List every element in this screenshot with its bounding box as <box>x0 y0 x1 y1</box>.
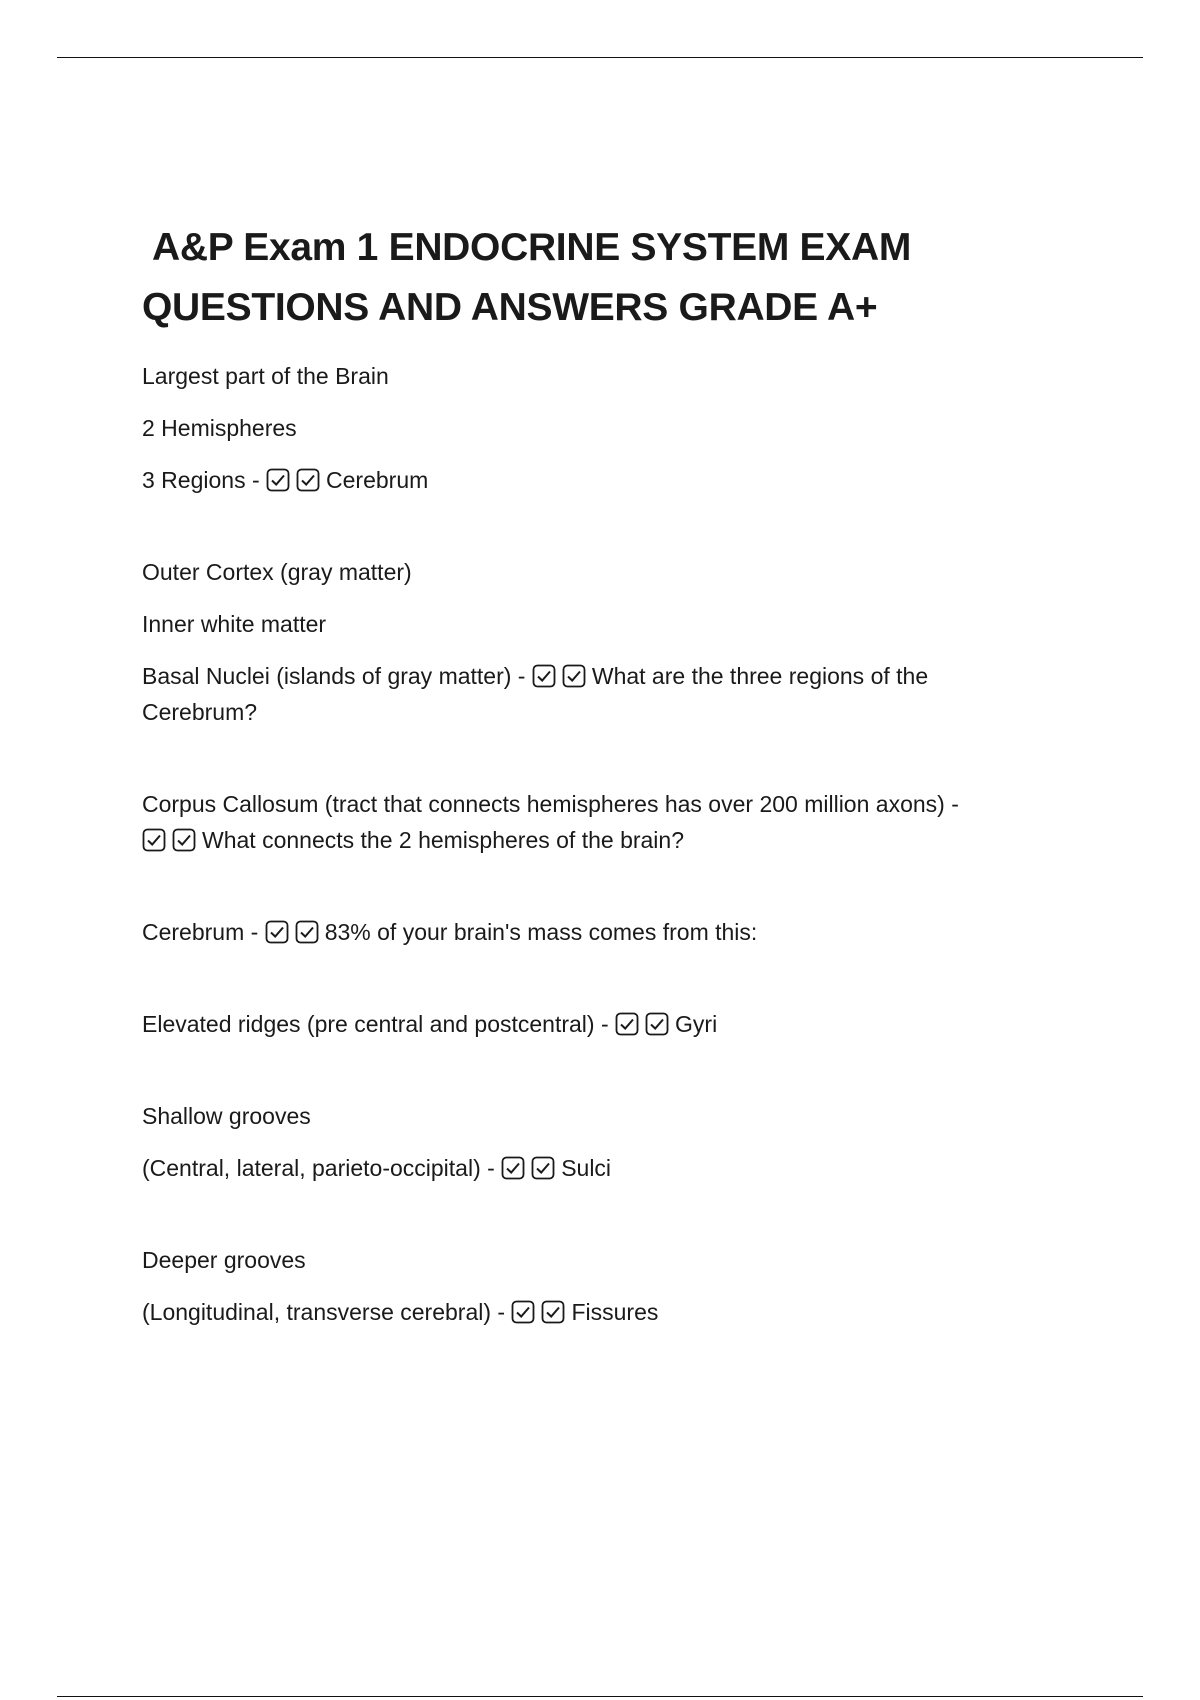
title-line-2: QUESTIONS AND ANSWERS GRADE A+ <box>142 286 878 329</box>
qa-line <box>142 786 1062 858</box>
checked-box-icon <box>615 1012 639 1036</box>
question-text: (Longitudinal, transverse cerebral) - <box>142 1299 512 1325</box>
answer-text: Cerebrum <box>326 467 429 493</box>
question-line: Outer Cortex (gray matter) <box>142 559 412 585</box>
answer-text: Sulci <box>561 1155 612 1181</box>
answer-text: Gyri <box>675 1011 718 1037</box>
document-title <box>142 218 1062 338</box>
checked-box-icon <box>265 920 289 944</box>
checked-box-icon <box>541 1300 565 1324</box>
question-line: Largest part of the Brain <box>142 363 389 389</box>
checked-box-icon <box>142 828 166 852</box>
qa-line <box>142 1294 1062 1330</box>
qa-line <box>142 914 1062 950</box>
qa-line <box>142 1006 1062 1042</box>
question-text: Corpus Callosum (tract that connects hemispheres has over 200 million axons) - <box>142 791 959 817</box>
question-text: 3 Regions - <box>142 467 267 493</box>
question-text: Basal Nuclei (islands of gray matter) - <box>142 663 532 689</box>
checked-box-icon <box>531 1156 555 1180</box>
checked-box-icon <box>562 664 586 688</box>
answer-text: What are the three regions of the <box>591 663 929 689</box>
qa-line <box>142 658 1062 730</box>
document-body <box>142 218 1062 1330</box>
checked-box-icon <box>511 1300 535 1324</box>
answer-text: What connects the 2 hemispheres of the brain? <box>202 827 685 853</box>
answer-text: Fissures <box>571 1299 659 1325</box>
bottom-rule <box>57 1696 1143 1697</box>
question-text: Elevated ridges (pre central and postcentral) - <box>142 1011 616 1037</box>
qa-line <box>142 462 1062 498</box>
checked-box-icon <box>295 920 319 944</box>
question-line: 2 Hemispheres <box>142 415 297 441</box>
question-line: Inner white matter <box>142 611 327 637</box>
top-rule <box>57 57 1143 58</box>
checked-box-icon <box>532 664 556 688</box>
question-line: Shallow grooves <box>142 1103 311 1129</box>
question-line: Deeper grooves <box>142 1247 306 1273</box>
qa-line <box>142 1150 1062 1186</box>
checked-box-icon <box>172 828 196 852</box>
question-text: Cerebrum - <box>142 919 265 945</box>
answer-text: 83% of your brain's mass comes from this: <box>324 919 758 945</box>
answer-text-continued: Cerebrum? <box>142 699 258 725</box>
checked-box-icon <box>501 1156 525 1180</box>
question-text: (Central, lateral, parieto-occipital) - <box>142 1155 502 1181</box>
checked-box-icon <box>296 468 320 492</box>
checked-box-icon <box>266 468 290 492</box>
checked-box-icon <box>645 1012 669 1036</box>
title-line-1: A&P Exam 1 ENDOCRINE SYSTEM EXAM <box>152 226 912 269</box>
